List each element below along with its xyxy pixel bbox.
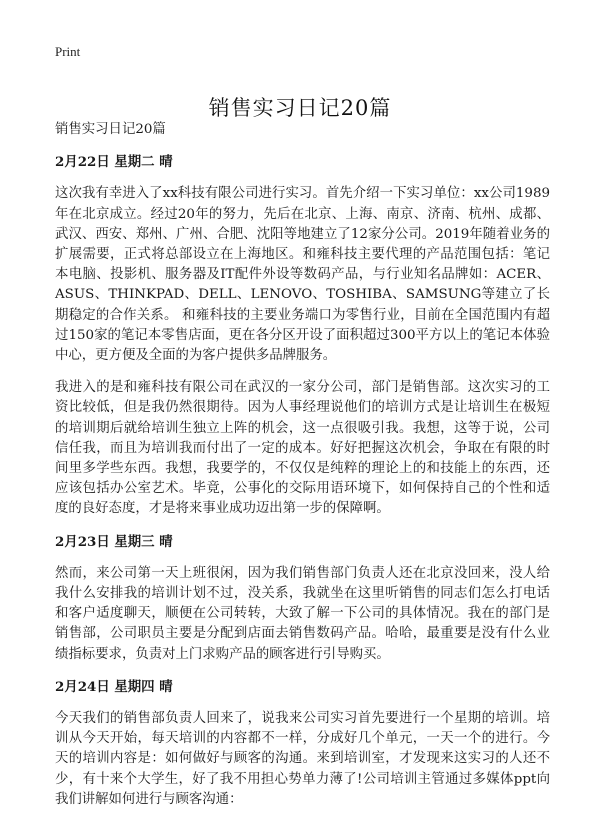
diary-entry [55,677,550,810]
article-subtitle: 销售实习日记20篇 [55,122,166,137]
entry-paragraph: 今天我们的销售部负责人回来了，说我来公司实习首先要进行一个星期的培训。培训从今天开始，每天培训的内容都不一样，分成好几个单元，一天一个的进行。今天的培训内容是：如何做好与顾客的沟通。来到培训室，才发现来这实习的人还不少，有十来个大学生，好了我不用担心势单力薄了!公司培训主管通过多媒体ppt向我们讲解如何进行与顾客沟通： [55,711,550,807]
entry-paragraph: 这次我有幸进入了xx科技有限公司进行实习。首先介绍一下实习单位：xx公司1989年在北京成立。经过20年的努力，先后在北京、上海、南京、济南、杭州、成都、武汉、西安、郑州、广州、合肥、沈阳等地建立了12家分公司。2019年随着业务的扩展需要，正式将总部设立在上海地区。和雍科技主要代理的产品范围包括：笔记本电脑、投影机、服务器及IT配件外设等数码产品，与行业知名品牌如：ACER、ASUS、THINKPAD、DELL、LENOVO、TOSHIBA、SAMSUNG等建立了长期稳定的合作关系。 和雍科技的主要业务端口为零售行业，目前在全国范围内有超过150家的笔记本零售店面，更在各分区开设了面积超过300平方以上的笔记本体验中心，更方便及全面的为客户提供多品牌服务。 [55,186,550,364]
page-title: 销售实习日记20篇 [208,96,392,121]
diary-entry [55,152,550,519]
entry-date: 2月23日 星期三 晴 [55,533,173,550]
diary-entry [55,532,550,665]
entry-date: 2月22日 星期二 晴 [55,154,173,171]
entry-paragraph: 我进入的是和雍科技有限公司在武汉的一家分公司，部门是销售部。这次实习的工资比较低，但是我仍然很期待。因为人事经理说他们的培训方式是让培训生在极短的培训期后就给培训生独立上阵的机会，这一点很吸引我。我想，这等于说，公司信任我，而且为培训我而付出了一定的成本。好好把握这次机会，争取在有限的时间里多学些东西。我想，我要学的，不仅仅是纯粹的理论上的和技能上的东西，还应该包括办公室艺术。毕竟，公事化的交际用语环境下，如何保持自己的个性和适度的良好态度，才是将来事业成功迈出第一步的保障啊。 [55,380,550,517]
entry-paragraph: 然而，来公司第一天上班很闲，因为我们销售部门负责人还在北京没回来，没人给我什么安排我的培训计划不过，没关系，我就坐在这里听销售的同志们怎么打电话和客户适度聊天，顺便在公司转转，大致了解一下公司的具体情况。我在的部门是销售部，公司职员主要是分配到店面去销售数码产品。哈哈，最重要是没有什么业绩指标要求，负责对上门求购产品的顾客进行引导购买。 [55,565,550,662]
article-body [55,120,550,822]
print-link[interactable]: Print [55,44,81,59]
entry-date: 2月24日 星期四 晴 [55,678,173,695]
